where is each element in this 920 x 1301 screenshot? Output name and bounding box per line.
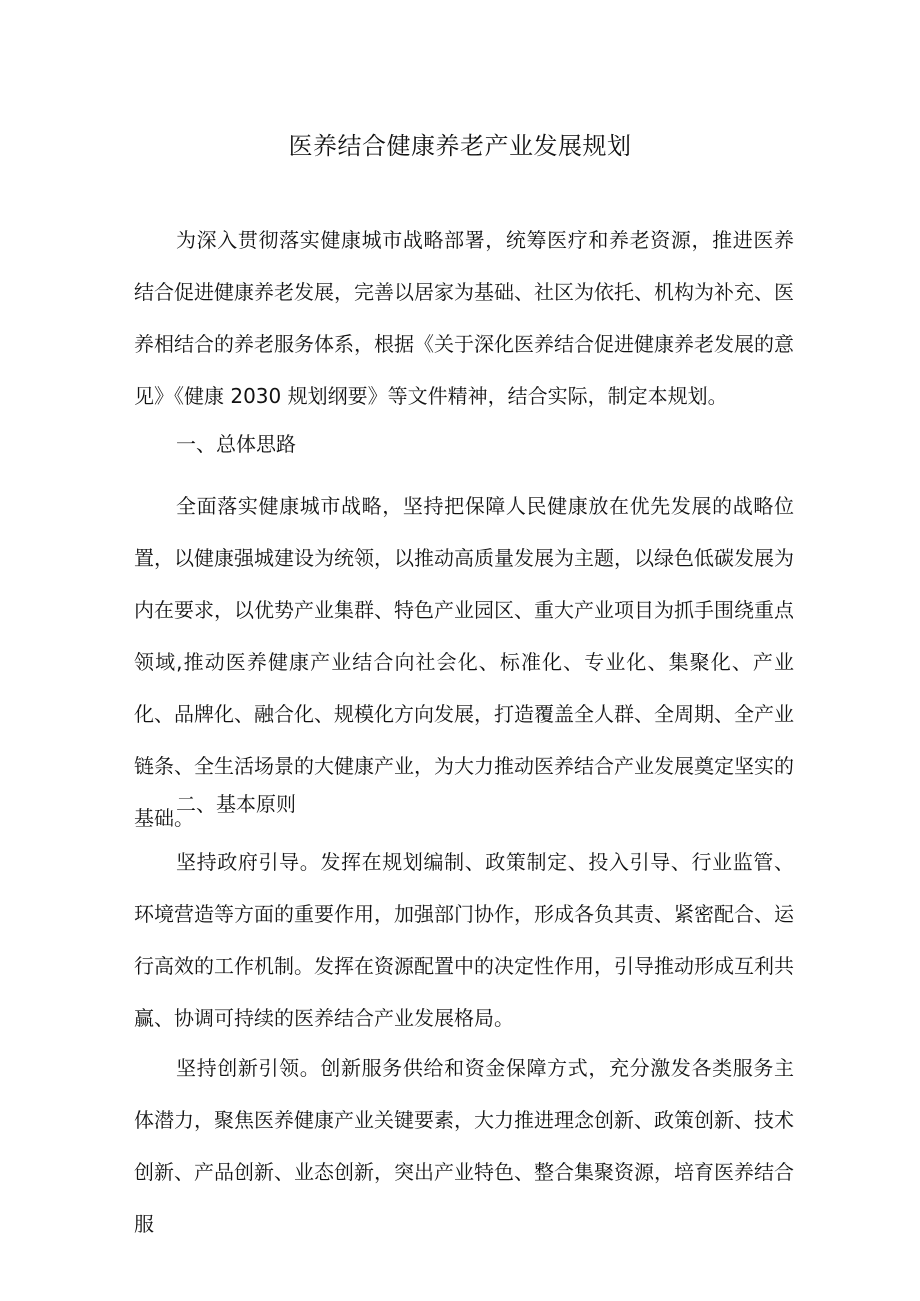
document-title: 医养结合健康养老产业发展规划 — [288, 132, 632, 160]
overall-approach-paragraph: 全面落实健康城市战略，坚持把保障人民健康放在优先发展的战略位置，以健康强城建设为统领，以推动高质量发展为主题，以绿色低碳发展为内在要求，以优势产业集群、特色产业园区、重大产业项目为抓手围绕重点领域,推动医养健康产业结合向社会化、标准化、专业化、集聚化、产业化、品牌化、融合化、规模化方向发展，打造覆盖全人群、全周期、全产业链条、全生活场景的大健康产业，为大力推动医养结合产业发展奠定坚实的基础。 — [134, 494, 794, 830]
section-heading-overall-approach: 一、总体思路 — [176, 432, 296, 456]
principle-innovation-paragraph: 坚持创新引领。创新服务供给和资金保障方式，充分激发各类服务主体潜力，聚焦医养健康产业关键要素，大力推进理念创新、政策创新、技术创新、产品创新、业态创新，突出产业特色、整合集聚资源，培育医养结合服 — [134, 1056, 794, 1236]
intro-paragraph: 为深入贯彻落实健康城市战略部署，统筹医疗和养老资源，推进医养结合促进健康养老发展，完善以居家为基础、社区为依托、机构为补充、医养相结合的养老服务体系，根据《关于深化医养结合促进健康养老发展的意见》《健康 2030 规划纲要》等文件精神，结合实际，制定本规划。 — [134, 228, 794, 408]
principle-government-guidance-paragraph: 坚持政府引导。发挥在规划编制、政策制定、投入引导、行业监管、环境营造等方面的重要作用，加强部门协作，形成各负其责、紧密配合、运行高效的工作机制。发挥在资源配置中的决定性作用，引导推动形成互利共赢、协调可持续的医养结合产业发展格局。 — [134, 850, 794, 1030]
section-heading-basic-principles: 二、基本原则 — [176, 792, 296, 816]
